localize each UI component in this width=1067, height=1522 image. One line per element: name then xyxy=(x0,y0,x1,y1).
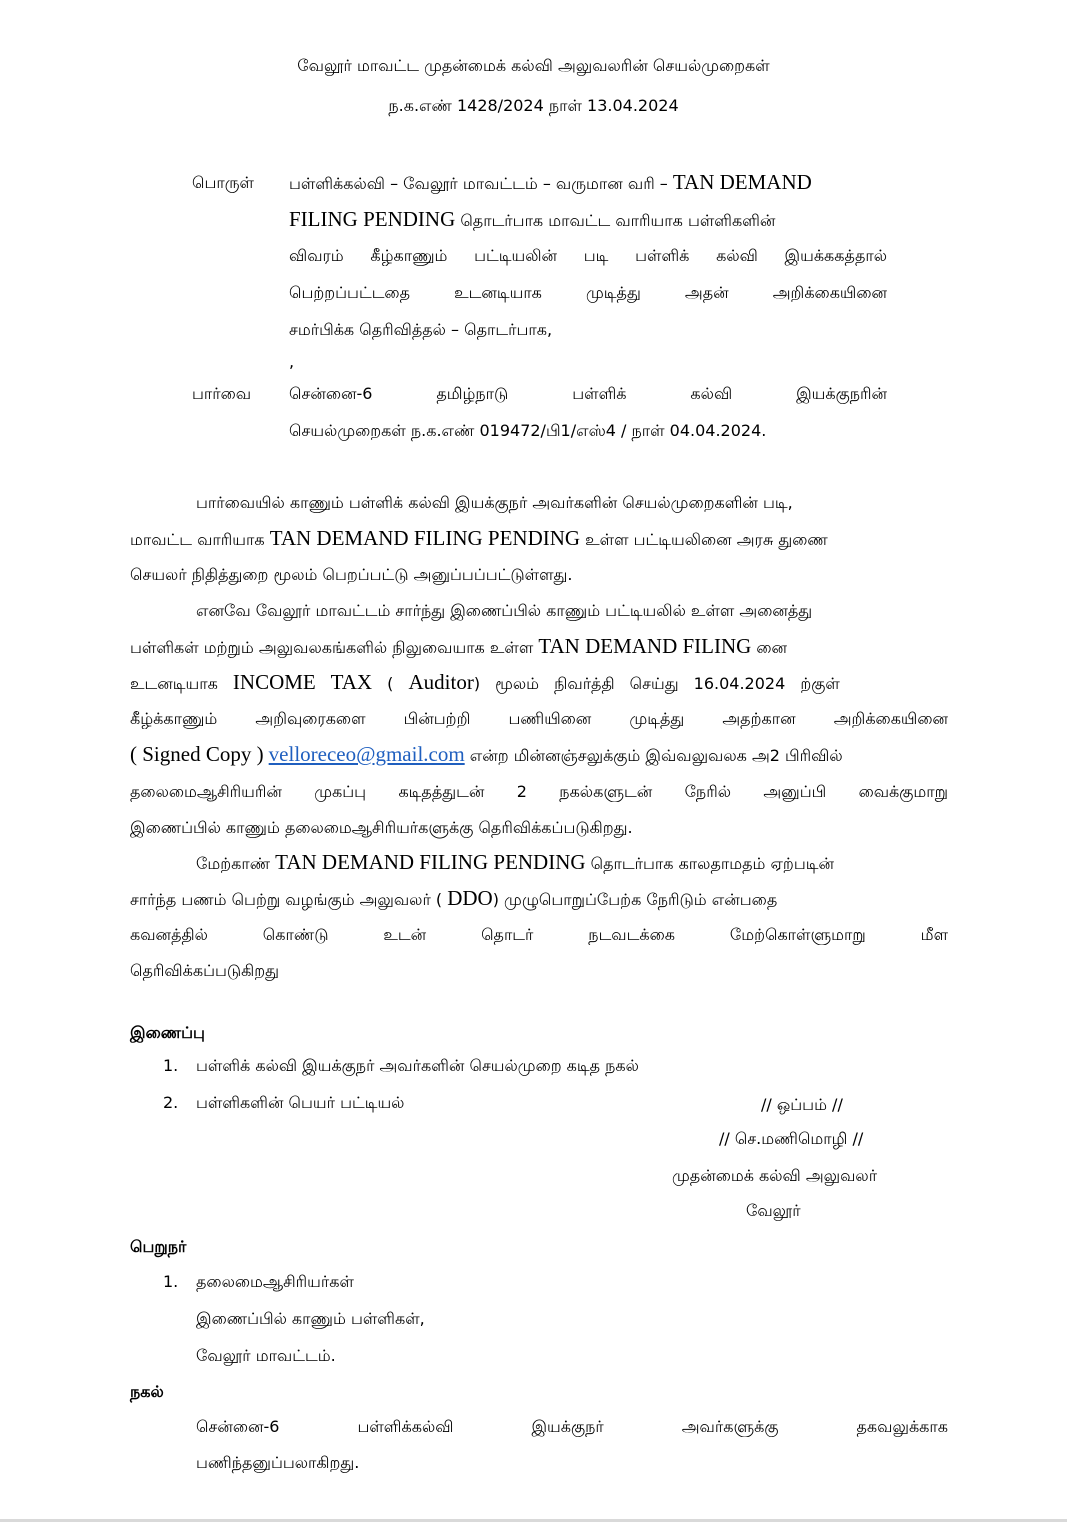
signature-signed: // ஒப்பம் // xyxy=(761,1095,843,1114)
reference-number: ந.க.எண் 1428/2024 நாள் 13.04.2024 xyxy=(388,96,679,115)
enclosure-item-2-text: பள்ளிகளின் பெயர் பட்டியல் xyxy=(196,1093,405,1112)
para2-line-2 xyxy=(130,634,787,659)
para2-line-2-latin: TAN DEMAND FILING xyxy=(538,634,752,658)
para3-line-3: கவனத்தில் கொண்டு உடன் தொடர் நடவடக்கை மேற்கொள்ளுமாறு மீள xyxy=(130,925,948,944)
subject-label: பொருள் xyxy=(192,173,254,192)
para3-line-1-text-b: தொடர்பாக காலதாமதம் ஏற்படின் xyxy=(585,854,834,873)
para1-line-2-latin: TAN DEMAND FILING PENDING xyxy=(269,526,581,550)
para2-line-4: கீழ்க்காணும் அறிவுரைகளை பின்பற்றி பணியினை முடித்து அதற்கான அறிக்கையினை xyxy=(130,709,948,728)
recipient-num: 1. xyxy=(163,1272,179,1291)
subject-line-4: பெற்றப்பட்டதை உடனடியாக முடித்து அதன் அறிக்கையினை xyxy=(289,283,887,302)
reference-line-2: செயல்முறைகள் ந.க.எண் 019472/பி1/எஸ்4 / நாள் 04.04.2024. xyxy=(289,421,767,440)
para2-line-5-text: என்ற மின்னஞ்சலுக்கும் இவ்வலுவலக அ2 பிரிவில் xyxy=(464,746,843,765)
subject-line-1 xyxy=(289,170,812,195)
recipient-line-1: தலைமைஆசிரியர்கள் xyxy=(196,1272,354,1291)
subject-line-1-latin: TAN DEMAND xyxy=(672,170,812,194)
para2-line-6: தலைமைஆசிரியரின் முகப்பு கடிதத்துடன் 2 நகல்களுடன் நேரில் அனுப்பி வைக்குமாறு xyxy=(130,782,948,801)
para2-line-3-text-b: ( xyxy=(372,674,409,693)
para3-line-4: தெரிவிக்கப்படுகிறது xyxy=(130,961,280,980)
para2-line-7: இணைப்பில் காணும் தலைமைஆசிரியர்களுக்கு தெரிவிக்கப்படுகிறது. xyxy=(130,818,633,837)
copy-line-2: பணிந்தனுப்பலாகிறது. xyxy=(196,1453,360,1472)
para3-line-1-text-a: மேற்காண் xyxy=(196,854,276,873)
signature-place: வேலூர் xyxy=(746,1201,801,1220)
para1-line-2 xyxy=(130,526,828,551)
para3-line-2-text-a: சார்ந்த பணம் பெற்று வழங்கும் அலுவலர் ( xyxy=(130,890,448,909)
subject-line-6: , xyxy=(289,352,295,371)
signature-designation: முதன்மைக் கல்வி அலுவலர் xyxy=(672,1166,878,1185)
subject-line-3: விவரம் கீழ்காணும் பட்டியலின் படி பள்ளிக் கல்வி இயக்ககத்தால் xyxy=(289,246,887,265)
para2-line-2-text-a: பள்ளிகள் மற்றும் அலுவலகங்களில் நிலுவையாக உள்ள xyxy=(130,638,539,657)
email-link[interactable]: velloreceo@gmail.com xyxy=(268,742,465,766)
recipient-heading: பெறுநர் xyxy=(130,1237,187,1256)
subject-line-5: சமர்பிக்க தெரிவித்தல் – தொடர்பாக, xyxy=(289,320,553,339)
recipient-line-3: வேலூர் மாவட்டம். xyxy=(196,1346,336,1365)
document-title: வேலூர் மாவட்ட முதன்மைக் கல்வி அலுவலரின் செயல்முறைகள் xyxy=(297,56,770,75)
copy-line-1: சென்னை-6 பள்ளிக்கல்வி இயக்குநர் அவர்களுக்கு தகவலுக்காக xyxy=(196,1417,948,1436)
enclosure-item-2-num: 2. xyxy=(163,1093,179,1112)
signature-name: // செ.மணிமொழி // xyxy=(719,1129,864,1148)
para2-line-5 xyxy=(130,742,843,767)
reference-label: பார்வை xyxy=(192,384,252,403)
para2-line-3-latin-b: Auditor xyxy=(408,670,474,694)
reference-line-1: சென்னை-6 தமிழ்நாடு பள்ளிக் கல்வி இயக்குநரின் xyxy=(289,384,887,403)
para3-line-2-text-b: ) முழுபொறுப்பேற்க நேரிடும் என்பதை xyxy=(492,890,778,909)
para1-line-1: பார்வையில் காணும் பள்ளிக் கல்வி இயக்குநர் அவர்களின் செயல்முறைகளின் படி, xyxy=(196,493,793,512)
para1-line-2-text-b: உள்ள பட்டியலினை அரசு துணை xyxy=(580,530,828,549)
enclosure-item-1-text: பள்ளிக் கல்வி இயக்குநர் அவர்களின் செயல்முறை கடித நகல் xyxy=(196,1056,639,1075)
subject-line-2-text: தொடர்பாக மாவட்ட வாரியாக பள்ளிகளின் xyxy=(455,211,776,230)
para2-line-2-text-b: னை xyxy=(751,638,788,657)
recipient-line-2: இணைப்பில் காணும் பள்ளிகள், xyxy=(196,1309,425,1328)
para2-line-3-text-c: ) மூலம் நிவர்த்தி செய்து 16.04.2024 ற்குள் xyxy=(473,674,840,693)
para3-line-2 xyxy=(130,886,777,911)
para3-line-1 xyxy=(196,850,834,875)
subject-line-2 xyxy=(289,207,775,232)
para3-line-1-latin: TAN DEMAND FILING PENDING xyxy=(275,850,586,874)
para2-line-3-latin-a: INCOME TAX xyxy=(232,670,373,694)
subject-line-1-text: பள்ளிக்கல்வி – வேலூர் மாவட்டம் – வருமான வரி – xyxy=(289,174,673,193)
enclosure-item-1-num: 1. xyxy=(163,1056,179,1075)
para2-line-5-latin: ( Signed Copy ) xyxy=(130,742,264,766)
enclosure-heading: இணைப்பு xyxy=(130,1023,205,1042)
para2-line-1: எனவே வேலூர் மாவட்டம் சார்ந்து இணைப்பில் காணும் பட்டியலில் உள்ள அனைத்து xyxy=(196,601,813,620)
subject-line-2-latin: FILING PENDING xyxy=(289,207,456,231)
para1-line-3: செயலர் நிதித்துறை மூலம் பெறப்பட்டு அனுப்பப்பட்டுள்ளது. xyxy=(130,565,573,584)
para2-line-3 xyxy=(130,670,840,695)
copy-heading: நகல் xyxy=(130,1382,164,1401)
para1-line-2-text-a: மாவட்ட வாரியாக xyxy=(130,530,270,549)
para3-line-2-latin: DDO xyxy=(447,886,493,910)
para2-line-3-text-a: உடனடியாக xyxy=(130,674,233,693)
